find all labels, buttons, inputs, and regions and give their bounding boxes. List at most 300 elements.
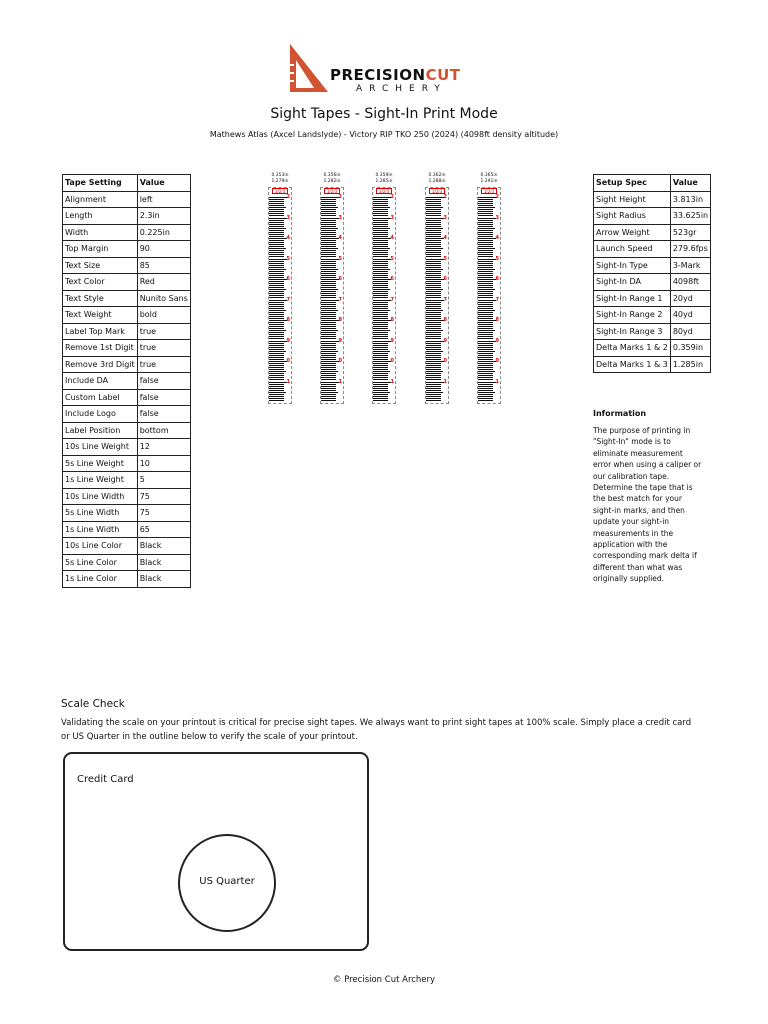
tape-tick	[373, 365, 388, 366]
tape-tick	[426, 256, 441, 257]
table-row	[63, 521, 191, 538]
tape-tick	[478, 345, 493, 346]
tape-tick	[478, 308, 493, 309]
setting-value-cell: 40yd	[670, 307, 710, 324]
tape-tick	[478, 271, 493, 272]
tape-tick	[478, 371, 495, 372]
setting-value-cell: 523gr	[670, 224, 710, 241]
tape-number: 0	[495, 358, 499, 364]
tape-tick	[373, 351, 390, 352]
tape-tick	[269, 304, 284, 305]
tape-delta-1-2: 0.356in	[323, 173, 341, 178]
tape-tick	[426, 215, 441, 216]
tape-tick	[321, 228, 338, 229]
tape-tick	[426, 304, 441, 305]
tape-tick	[373, 283, 388, 284]
tape-tick	[426, 230, 441, 231]
tape-tick	[478, 396, 493, 397]
tape-tick	[269, 254, 284, 255]
tape-tick	[478, 287, 493, 288]
tape-tick	[373, 205, 388, 206]
setting-name-cell: Text Style	[63, 290, 138, 307]
setting-value-cell: 75	[137, 505, 190, 522]
tape-number: 4	[443, 235, 447, 241]
tape-tick	[478, 261, 493, 262]
tape-tick	[426, 285, 441, 286]
tape-tick	[373, 367, 388, 368]
table-row	[594, 208, 711, 225]
tape-tick	[478, 359, 493, 360]
setting-value-cell: 12	[137, 439, 190, 456]
tape-tick	[426, 363, 441, 364]
setting-value-cell: 85	[137, 257, 190, 274]
tape-tick	[269, 377, 284, 378]
table-row	[63, 505, 191, 522]
setting-value-cell: Black	[137, 571, 190, 588]
table-row	[594, 340, 711, 357]
setting-name-cell: 1s Line Color	[63, 571, 138, 588]
tape-tick	[478, 267, 493, 268]
tape-tick	[373, 324, 388, 325]
tape-tick	[478, 338, 493, 339]
tape-tick	[269, 336, 284, 337]
tape-tick	[373, 261, 388, 262]
tape-tick	[426, 277, 441, 278]
tape-number: 3	[286, 214, 290, 221]
tape-tick	[478, 351, 495, 352]
tape-tick	[373, 318, 388, 319]
table-row	[63, 257, 191, 274]
tape-tick	[373, 226, 388, 227]
tape-tick	[426, 269, 443, 270]
tape-tick	[373, 306, 388, 307]
tape-tick	[269, 248, 286, 249]
setting-name-cell: 5s Line Width	[63, 505, 138, 522]
tape-tick	[321, 277, 336, 278]
tape-tick	[426, 271, 441, 272]
table-row	[63, 323, 191, 340]
tape-tick	[269, 302, 284, 303]
tape-tick	[426, 332, 441, 333]
tape-tick	[373, 390, 388, 391]
tape-tick	[426, 367, 441, 368]
tape-tick	[426, 324, 441, 325]
setting-name-cell: Launch Speed	[594, 241, 671, 258]
tape-tick	[321, 351, 338, 352]
tape-tick	[321, 353, 336, 354]
tape-tick	[321, 285, 336, 286]
tape-tick	[269, 359, 284, 360]
tape-tick	[269, 220, 284, 221]
tape-tick	[269, 285, 284, 286]
tape-tick	[478, 281, 493, 282]
tape-number: 5	[338, 255, 342, 262]
us-quarter-label: US Quarter	[199, 876, 255, 887]
tape-tick	[426, 398, 441, 399]
tape-tick	[269, 367, 284, 368]
tape-tick	[426, 254, 441, 255]
tape-tick	[373, 310, 390, 311]
setup-spec-header-cell: Value	[670, 175, 710, 192]
setting-name-cell: Include DA	[63, 373, 138, 390]
sight-tape	[267, 173, 293, 404]
setting-value-cell: 2.3in	[137, 208, 190, 225]
tape-measurements	[319, 173, 345, 187]
tape-tick	[478, 355, 493, 356]
tape-tick	[373, 273, 388, 274]
tape-delta-1-2: 0.362in	[428, 173, 446, 178]
tape-tick	[478, 277, 493, 278]
tape-number: 8	[390, 317, 394, 323]
tape-settings-header-cell: Value	[137, 175, 190, 192]
tape-number: 0	[286, 358, 290, 364]
tape-tick	[478, 289, 495, 290]
tape-tick	[321, 295, 336, 296]
tape-tick	[269, 271, 284, 272]
tape-tick	[269, 396, 284, 397]
tape-tick	[426, 246, 441, 247]
tape-tick	[478, 379, 493, 380]
tape-tick	[269, 256, 284, 257]
tape-tick	[269, 281, 284, 282]
tape-tick	[478, 310, 495, 311]
tape-tick	[426, 394, 441, 395]
tape-tick	[373, 240, 388, 241]
tape-tick	[269, 222, 284, 223]
tape-number: 8	[286, 317, 290, 323]
tape-tick	[478, 363, 493, 364]
tape-tick	[426, 263, 441, 264]
tape-tick	[269, 240, 284, 241]
setting-name-cell: Width	[63, 224, 138, 241]
tape-number: 4	[338, 235, 342, 241]
tape-tick	[269, 334, 284, 335]
setting-name-cell: Text Color	[63, 274, 138, 291]
tape-tick	[426, 203, 441, 204]
setting-name-cell: Remove 3rd Digit	[63, 356, 138, 373]
tape-tick	[478, 324, 493, 325]
tape-number: 8	[443, 317, 447, 323]
tape-tick	[321, 232, 336, 233]
tape-tick	[269, 357, 284, 358]
tape-tick	[321, 224, 336, 225]
tape-tick	[321, 252, 336, 253]
tape-tick	[478, 240, 493, 241]
setting-value-cell: Black	[137, 554, 190, 571]
tape-tick	[426, 365, 441, 366]
setting-name-cell: Text Size	[63, 257, 138, 274]
tape-tick	[321, 363, 336, 364]
table-row	[63, 208, 191, 225]
setting-value-cell: true	[137, 340, 190, 357]
tape-tick	[321, 359, 336, 360]
tape-tick	[373, 269, 390, 270]
tape-tick	[373, 398, 388, 399]
tape-tick	[269, 246, 284, 247]
setting-value-cell: true	[137, 323, 190, 340]
setting-name-cell: 10s Line Weight	[63, 439, 138, 456]
tape-number: 4	[495, 235, 499, 241]
tape-tick	[269, 236, 284, 237]
tape-tick	[321, 398, 336, 399]
tape-tick	[426, 234, 441, 235]
tape-number: 7	[286, 296, 290, 303]
tape-tick	[373, 308, 388, 309]
tape-tick	[426, 328, 441, 329]
tape-tick	[426, 371, 443, 372]
setting-name-cell: Sight Height	[594, 191, 671, 208]
tape-tick	[269, 267, 284, 268]
table-row	[63, 422, 191, 439]
tape-tick	[426, 330, 443, 331]
tape-tick	[426, 211, 441, 212]
tape-number: 9	[390, 337, 394, 344]
tape-tick	[373, 357, 388, 358]
tape-tick	[321, 297, 336, 298]
tape-tick	[321, 326, 336, 327]
tape-tick	[321, 379, 336, 380]
tape-tick	[426, 220, 441, 221]
tape-number: 6	[338, 276, 342, 282]
tape-tick	[269, 232, 284, 233]
setting-value-cell: 1.285in	[670, 356, 710, 373]
tape-tick	[478, 400, 493, 401]
tape-tick	[478, 205, 493, 206]
tape-settings-table	[62, 174, 191, 588]
table-row	[63, 389, 191, 406]
setting-value-cell: bold	[137, 307, 190, 324]
setting-value-cell: 5	[137, 472, 190, 489]
tape-tick	[321, 205, 336, 206]
table-row	[63, 290, 191, 307]
tape-tick	[373, 209, 388, 210]
setting-name-cell: Sight-In DA	[594, 274, 671, 291]
tape-tick	[478, 318, 493, 319]
tape-tick	[478, 375, 493, 376]
tape-tick	[478, 236, 493, 237]
tape-tick	[426, 213, 441, 214]
setting-value-cell: false	[137, 389, 190, 406]
brand-accent: CUT	[425, 66, 461, 84]
tape-tick	[478, 312, 493, 313]
brand-name	[330, 66, 461, 84]
tape-measurements	[476, 173, 502, 187]
tape-tick	[269, 322, 284, 323]
tape-tick	[373, 392, 390, 393]
tape-tick	[373, 277, 388, 278]
tape-tick	[373, 353, 388, 354]
brand-sub: ARCHERY	[356, 84, 447, 94]
tape-tick	[321, 261, 336, 262]
setup-spec-table	[593, 174, 711, 373]
tape-delta-1-2: 0.365in	[480, 173, 498, 178]
tape-number: 2	[390, 194, 394, 200]
tape-tick	[269, 355, 284, 356]
tape-tick	[321, 318, 336, 319]
tape-tick	[478, 377, 493, 378]
setting-name-cell: Custom Label	[63, 389, 138, 406]
tape-tick	[478, 295, 493, 296]
tape-delta-1-2: 0.353in	[271, 173, 289, 178]
setting-name-cell: 5s Line Color	[63, 554, 138, 571]
sight-tape	[476, 173, 502, 404]
tape-tick	[373, 369, 388, 370]
setting-value-cell: left	[137, 191, 190, 208]
tape-tick	[426, 281, 441, 282]
tape-tick	[373, 326, 388, 327]
table-row	[594, 224, 711, 241]
tape-tick	[321, 267, 336, 268]
tape-tick	[321, 371, 338, 372]
tape-tick	[373, 224, 388, 225]
tape-tick	[321, 355, 336, 356]
tape-tick	[426, 349, 441, 350]
tape-tick	[321, 349, 336, 350]
tape-tick	[373, 343, 388, 344]
setting-name-cell: Delta Marks 1 & 2	[594, 340, 671, 357]
tape-tick	[321, 347, 336, 348]
tape-tick	[373, 232, 388, 233]
setting-name-cell: 10s Line Color	[63, 538, 138, 555]
tape-tick	[426, 232, 441, 233]
tape-number: 0	[443, 358, 447, 364]
tape-tick	[373, 377, 388, 378]
tape-tick	[373, 394, 388, 395]
tape-tick	[321, 209, 336, 210]
tape-tick	[373, 386, 388, 387]
tape-tick	[269, 230, 284, 231]
tape-tick	[426, 400, 441, 401]
tape-tick	[478, 369, 493, 370]
tape-tick	[373, 244, 388, 245]
tape-tick	[478, 263, 493, 264]
setting-name-cell: Alignment	[63, 191, 138, 208]
tape-number: 5	[443, 255, 447, 262]
tape-tick	[373, 363, 388, 364]
tape-tick	[373, 234, 388, 235]
setting-value-cell: 75	[137, 488, 190, 505]
table-row	[63, 488, 191, 505]
tape-tick	[321, 365, 336, 366]
tape-number: 9	[286, 337, 290, 344]
tape-tick	[478, 326, 493, 327]
tape-tick	[426, 312, 441, 313]
setting-name-cell: Delta Marks 1 & 3	[594, 356, 671, 373]
tape-tick	[269, 347, 284, 348]
setting-value-cell: 0.225in	[137, 224, 190, 241]
table-row	[63, 439, 191, 456]
tape-tick	[426, 297, 441, 298]
tape-tick	[269, 295, 284, 296]
setting-name-cell: Include Logo	[63, 406, 138, 423]
tape-tick	[426, 392, 443, 393]
tape-tick	[321, 283, 336, 284]
tape-tick	[426, 240, 441, 241]
tape-top-label: 1/2/3	[272, 188, 288, 194]
table-row	[63, 307, 191, 324]
tape-tick	[373, 263, 388, 264]
tape-tick	[478, 275, 493, 276]
tape-tick	[321, 213, 336, 214]
setting-name-cell: Label Top Mark	[63, 323, 138, 340]
tape-tick	[478, 252, 493, 253]
tape-tick	[269, 207, 286, 208]
tape-settings-header-cell: Tape Setting	[63, 175, 138, 192]
tape-tick	[426, 207, 443, 208]
tape-tick	[269, 351, 286, 352]
tape-tick	[478, 357, 493, 358]
tape-tick	[426, 345, 441, 346]
tape-tick	[478, 211, 493, 212]
tape-tick	[269, 201, 284, 202]
tape-tick	[321, 400, 336, 401]
tape-tick	[269, 226, 284, 227]
setting-value-cell: false	[137, 406, 190, 423]
tape-number: 2	[286, 194, 290, 200]
tape-tick	[321, 334, 336, 335]
tape-tick	[269, 388, 284, 389]
tape-tick	[426, 343, 441, 344]
tape-tick	[269, 277, 284, 278]
tape-tick	[426, 322, 441, 323]
information-text: The purpose of printing in "Sight-In" mode is to eliminate measurement error when using a caliper or our calibration tape. Determine the tape that is the best match for your sight-in marks, and then update your sight-in measurements in the application with the corresponding mark delta if different than what was originally supplied.	[593, 426, 702, 584]
table-row	[594, 257, 711, 274]
tape-tick	[321, 369, 336, 370]
tape-tick	[321, 396, 336, 397]
setting-name-cell: Label Position	[63, 422, 138, 439]
tape-tick	[426, 390, 441, 391]
tape-tick	[373, 322, 388, 323]
tape-tick	[478, 384, 493, 385]
tape-tick	[478, 250, 493, 251]
tape-tick	[426, 375, 441, 376]
tape-tick	[321, 269, 338, 270]
tape-measurements	[371, 173, 397, 187]
table-row	[594, 241, 711, 258]
tape-tick	[426, 236, 441, 237]
tape-tick	[426, 326, 441, 327]
tape-tick	[269, 297, 284, 298]
tape-tick	[321, 248, 338, 249]
tape-number: 6	[495, 276, 499, 282]
setting-name-cell: Remove 1st Digit	[63, 340, 138, 357]
setting-name-cell: Sight Radius	[594, 208, 671, 225]
tape-tick	[426, 224, 441, 225]
tape-number: 7	[495, 296, 499, 303]
scale-check-text: Validating the scale on your printout is critical for precise sight tapes. We always want to print sight tapes at 100% scale. Simply place a credit card or US Quarter in the outline below to verify the scale of your printout.	[61, 718, 692, 742]
tape-tick	[321, 256, 336, 257]
tape-tick	[373, 302, 388, 303]
tape-tick	[269, 353, 284, 354]
tape-number: 6	[286, 276, 290, 282]
tape-tick	[269, 343, 284, 344]
tape-tick	[321, 308, 336, 309]
tape-tick	[426, 228, 443, 229]
tape-tick	[373, 236, 388, 237]
tape-tick	[478, 306, 493, 307]
setting-name-cell: Top Margin	[63, 241, 138, 258]
tape-tick	[269, 287, 284, 288]
tape-tick	[373, 265, 388, 266]
tape-delta-1-2: 0.359in	[375, 173, 393, 178]
setting-value-cell: true	[137, 356, 190, 373]
tape-tick	[478, 265, 493, 266]
tape-tick	[478, 392, 495, 393]
tape-tick	[373, 275, 388, 276]
tape-tick	[321, 328, 336, 329]
tape-number: 6	[443, 276, 447, 282]
tape-tick	[373, 242, 388, 243]
